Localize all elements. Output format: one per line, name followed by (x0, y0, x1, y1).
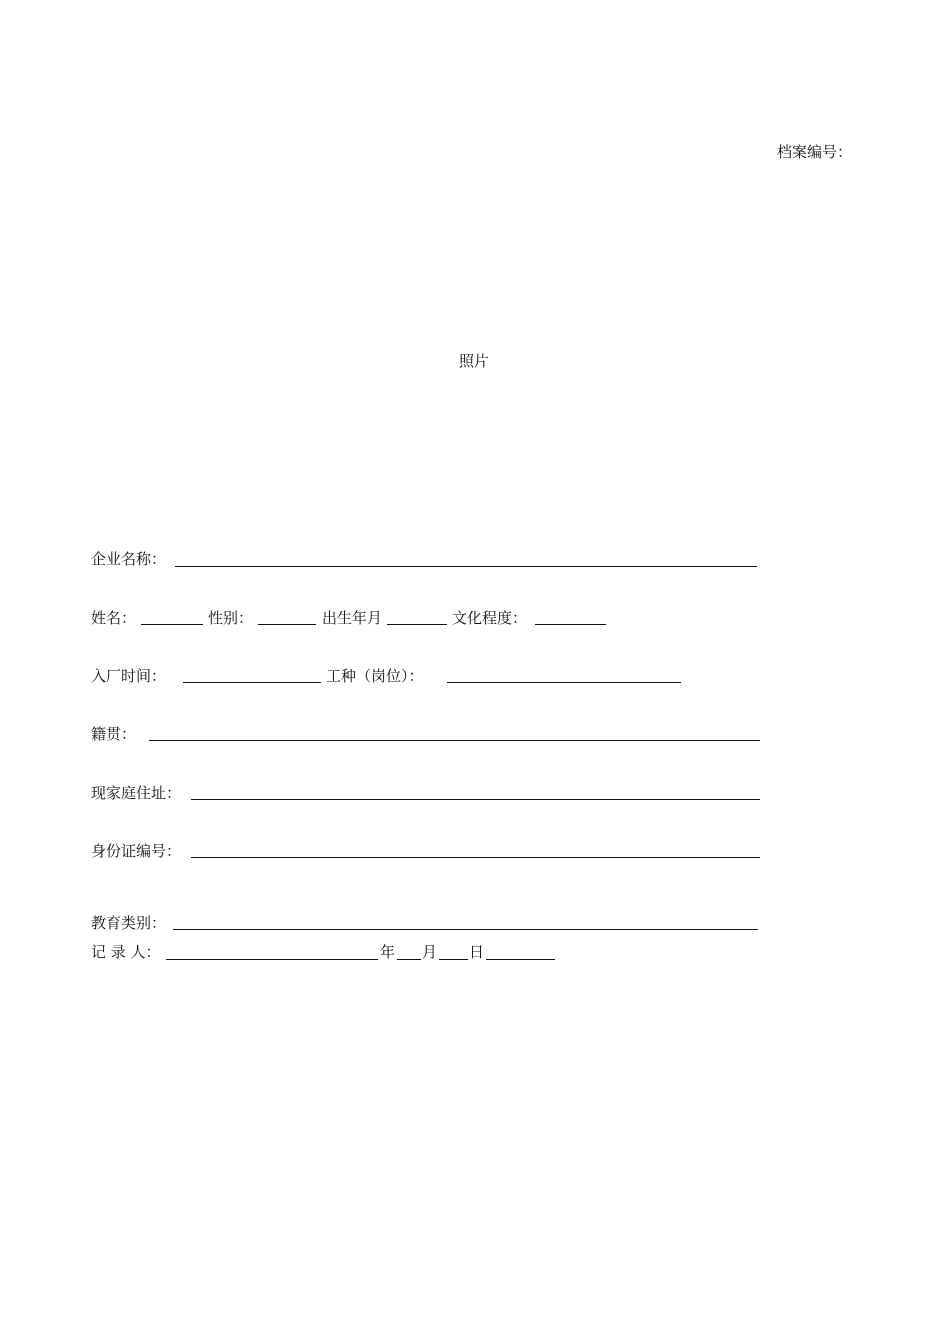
edu-category-label: 教育类别： (91, 914, 167, 932)
name-field[interactable] (141, 624, 203, 625)
recorder-label: 记 录 人： (91, 943, 161, 961)
month-label: 月 (422, 943, 438, 961)
name-label: 姓名： (91, 609, 137, 627)
education-label: 文化程度： (452, 609, 528, 627)
edu-category-field[interactable] (173, 929, 758, 930)
day-field[interactable] (439, 959, 468, 960)
archive-number-label: 档案编号： (777, 143, 853, 161)
education-field[interactable] (535, 624, 606, 625)
address-field[interactable] (191, 799, 760, 800)
job-label: 工种（岗位）： (326, 667, 424, 685)
id-number-field[interactable] (191, 857, 760, 858)
day-label: 日 (469, 943, 485, 961)
birth-field[interactable] (387, 624, 447, 625)
native-place-label: 籍贯： (91, 725, 137, 743)
date-trailing-field[interactable] (486, 959, 555, 960)
company-label: 企业名称： (91, 550, 167, 568)
address-label: 现家庭住址： (91, 784, 182, 802)
recorder-field[interactable] (166, 959, 378, 960)
company-field[interactable] (175, 566, 757, 567)
job-field[interactable] (447, 682, 681, 683)
native-place-field[interactable] (149, 740, 760, 741)
year-label: 年 (380, 943, 396, 961)
birth-label: 出生年月 (322, 609, 383, 627)
entry-time-field[interactable] (183, 682, 321, 683)
month-field[interactable] (397, 959, 421, 960)
gender-label: 性别： (208, 609, 254, 627)
id-number-label: 身份证编号： (91, 842, 182, 860)
gender-field[interactable] (258, 624, 316, 625)
photo-placeholder-label: 照片 (459, 352, 490, 370)
entry-time-label: 入厂时间： (91, 667, 167, 685)
